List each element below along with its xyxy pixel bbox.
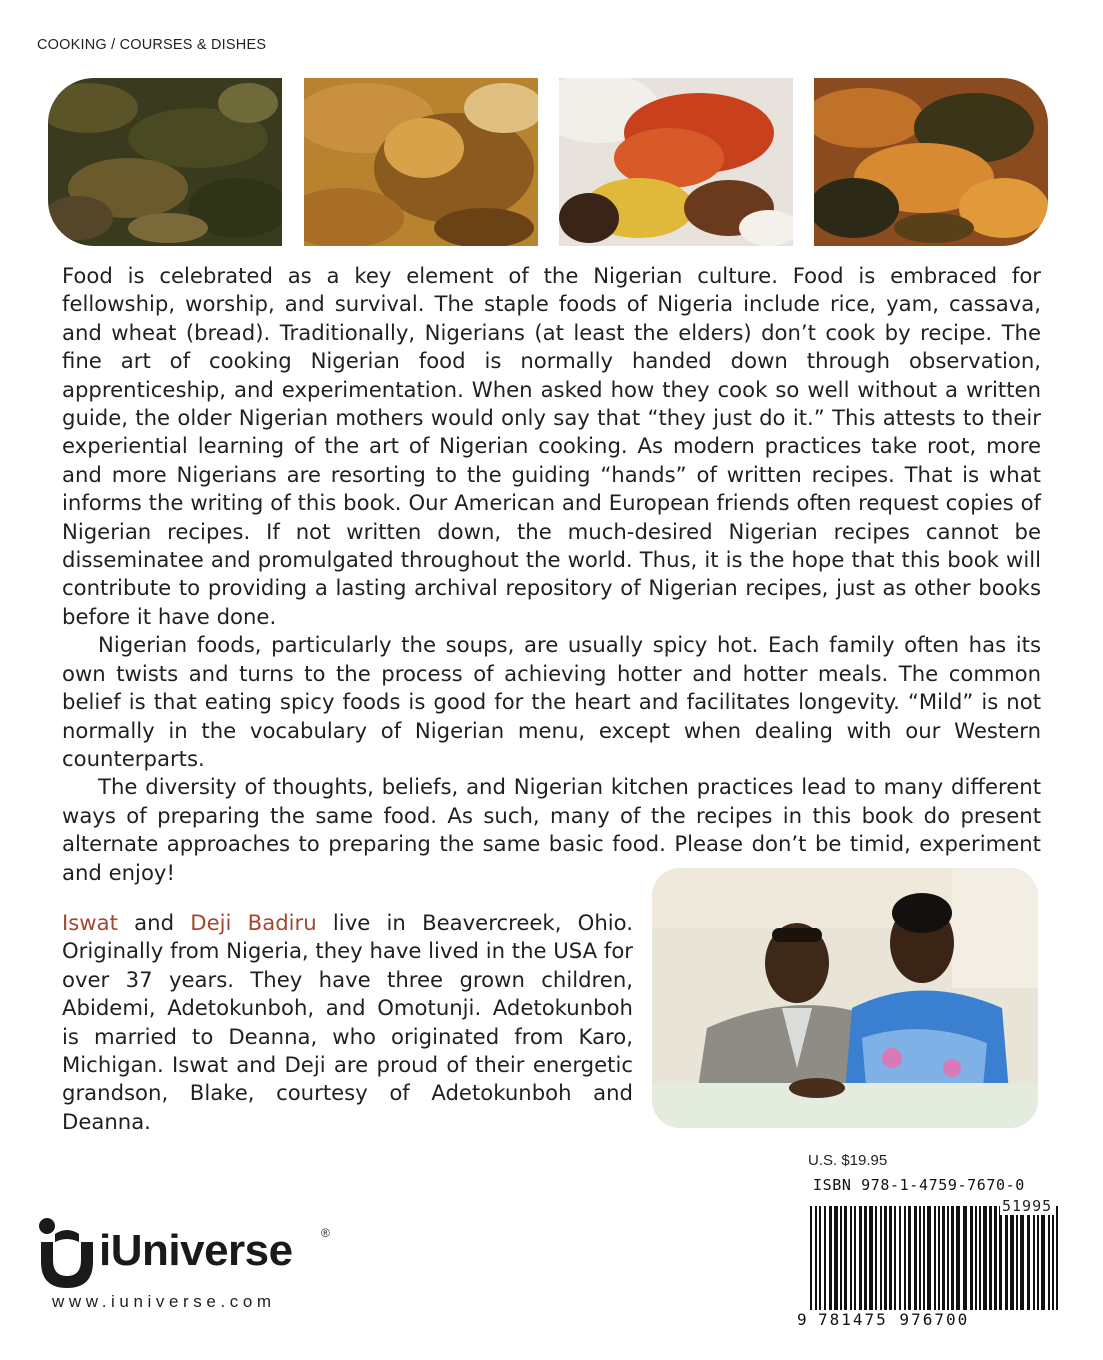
barcode-bar [1033, 1206, 1035, 1310]
barcode-bar [819, 1206, 821, 1310]
barcode-bar [908, 1206, 911, 1310]
publisher-url: www.iuniverse.com [52, 1292, 276, 1311]
isbn-label: ISBN 978-1-4759-7670-0 [813, 1176, 1025, 1194]
fried-dish-photo [304, 78, 538, 246]
author-photo [652, 868, 1038, 1128]
barcode-bar [864, 1206, 867, 1310]
rice-and-stew-photo [559, 78, 793, 246]
barcode-bar [938, 1206, 940, 1310]
barcode-bar [834, 1206, 838, 1310]
barcode [808, 1198, 1066, 1328]
author-name: Deji Badiru [190, 910, 317, 935]
barcode-bar [1052, 1206, 1054, 1310]
barcode-bar [1056, 1206, 1058, 1310]
author-bio [62, 909, 633, 1136]
barcode-bar [859, 1206, 862, 1310]
barcode-bar [914, 1206, 917, 1310]
barcode-bar [904, 1206, 906, 1310]
book-description [62, 262, 1041, 887]
barcode-bar [999, 1206, 1002, 1310]
barcode-bar [894, 1206, 896, 1310]
iuniverse-logo-icon [37, 1212, 97, 1290]
barcode-bar [810, 1206, 812, 1310]
description-paragraph: Nigerian foods, particularly the soups, are usually spicy hot. Each family often has its own twists and turns to the process of achieving hotter and hotter meals. The common belief is that eating spicy foods is good for the heart and facilitates longevity. “Mild” is not normally in the vocabulary of Nigerian menu, except when dealing with our Western counterparts. [62, 632, 1041, 771]
barcode-bar [875, 1206, 877, 1310]
barcode-bar [951, 1206, 954, 1310]
barcode-bar [942, 1206, 945, 1310]
barcode-first-digit: 9 [797, 1310, 807, 1329]
barcode-bar [824, 1206, 826, 1310]
barcode-bar [994, 1206, 997, 1310]
barcode-bar [844, 1206, 847, 1310]
barcode-bar [1010, 1206, 1014, 1310]
barcode-bar [1027, 1206, 1030, 1310]
registered-mark: ® [321, 1226, 330, 1240]
barcode-bar [983, 1206, 987, 1310]
barcode-bar [850, 1206, 852, 1310]
barcode-bar [854, 1206, 856, 1310]
vegetable-soup-photo [814, 78, 1048, 246]
description-paragraph: The diversity of thoughts, beliefs, and Nigerian kitchen practices lead to many different ways of preparing the same food. As such, many of the recipes in this book do present alternate approaches to preparing the same basic food. Please don’t be timid, experiment and enjoy! [62, 774, 1041, 885]
price-label: U.S. $19.95 [808, 1152, 888, 1169]
barcode-bar [1016, 1206, 1018, 1310]
barcode-bar [919, 1206, 921, 1310]
barcode-bar [956, 1206, 960, 1310]
bio-connector: and [117, 910, 191, 935]
barcode-bar [927, 1206, 931, 1310]
barcode-bar [963, 1206, 967, 1310]
barcode-bar [884, 1206, 887, 1310]
barcode-bar [975, 1206, 977, 1310]
barcode-bar [840, 1206, 842, 1310]
category-label: COOKING / COURSES & DISHES [37, 37, 267, 53]
barcode-bar [1041, 1206, 1045, 1310]
author-name: Iswat [62, 910, 118, 935]
barcode-bar [923, 1206, 925, 1310]
barcode-bar [1020, 1206, 1024, 1310]
barcode-bar [970, 1206, 973, 1310]
barcode-bar [899, 1206, 901, 1310]
barcode-bar [829, 1206, 832, 1310]
barcode-bar [815, 1206, 817, 1310]
publisher-logo [37, 1212, 337, 1290]
food-photo-strip [48, 78, 1048, 246]
barcode-bar [880, 1206, 882, 1310]
barcode-bar [1005, 1206, 1008, 1310]
barcode-bar [889, 1206, 892, 1310]
barcode-bar [989, 1206, 992, 1310]
barcode-addon-digits: 51995 [1002, 1197, 1053, 1215]
barcode-bar [1037, 1206, 1039, 1310]
barcode-bar [979, 1206, 981, 1310]
publisher-name: iUniverse [99, 1226, 293, 1275]
barcode-bar [947, 1206, 949, 1310]
barcode-bar [934, 1206, 936, 1310]
bio-text: live in Beavercreek, Ohio. Originally from Nigeria, they have lived in the USA for over 37 years. They have three grown children, Abidemi, Adetokunboh, and Omotunji. Adetokunboh is married to Deanna, who originated from Karo, Michigan. Iswat and Deji are proud of their energetic grandson, Blake, courtesy of Adetokunboh and Deanna. [62, 910, 633, 1134]
barcode-bar [869, 1206, 873, 1310]
description-paragraph: Food is celebrated as a key element of the Nigerian culture. Food is embraced for fellowship, worship, and survival. The staple foods of Nigeria include rice, yam, cassava, and wheat (bread). Traditionally, Nigerians (at least the elders) don’t cook by recipe. The fine art of cooking Nigerian food is normally handed down through observation, apprenticeship, and experimentation. When asked how they cook so well without a written guide, the older Nigerian mothers would only say that “they just do it.” This attests to their experiential learning of the art of Nigerian cooking. As modern practices take root, more and more Nigerians are resorting to the guiding “hands” of written recipes. That is what informs the writing of this book. Our American and European friends often request copies of Nigerian recipes. If not written down, the much-desired Nigerian recipes cannot be disseminatee and promulgated throughout the world. Thus, it is the hope that this book will contribute to providing a lasting archival repository of Nigerian recipes, just as other books before it have done. [62, 263, 1041, 629]
barcode-bar [1048, 1206, 1050, 1310]
leafy-greens-photo [48, 78, 282, 246]
barcode-digits: 781475 976700 [818, 1310, 970, 1329]
